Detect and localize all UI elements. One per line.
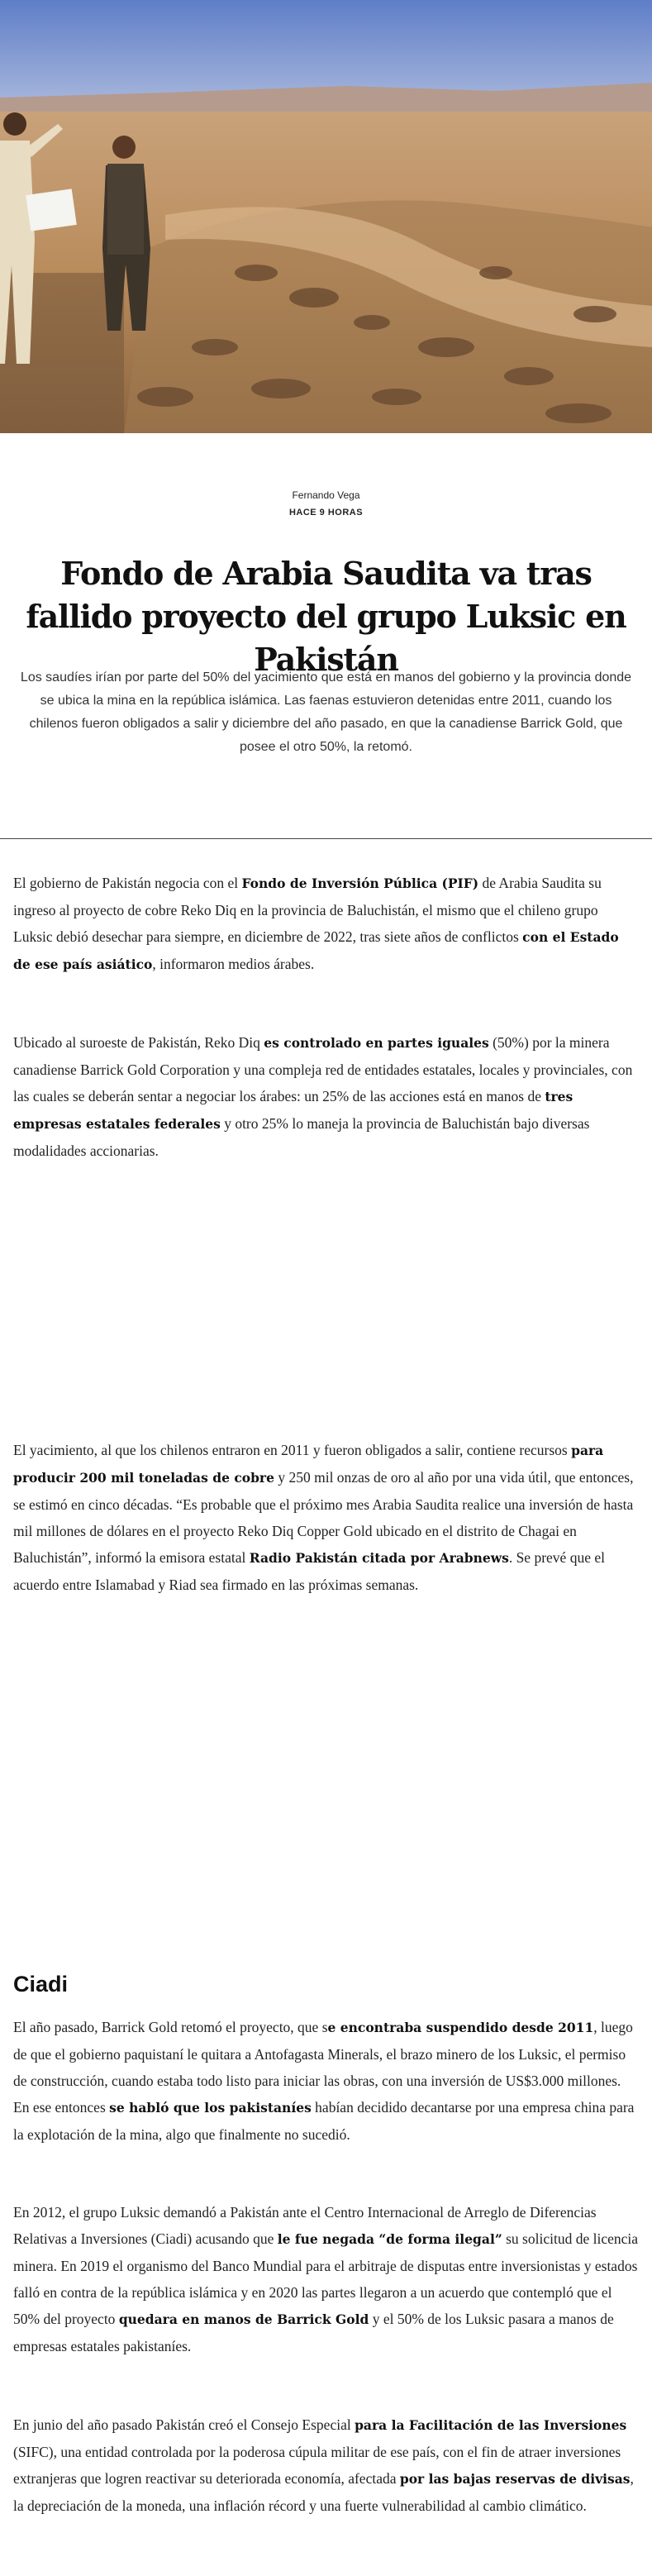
article-paragraph-5 [13, 2199, 638, 2359]
text-run: En junio del año pasado Pakistán creó el Consejo Especial [13, 2416, 355, 2433]
article-paragraph-3 [13, 1437, 638, 1598]
bold-text: Radio Pakistán citada por Arabnews [249, 1550, 509, 1566]
article-headline: Fondo de Arabia Saudita va tras fallido proyecto del grupo Luksic en Pakistán [26, 555, 626, 678]
bold-text: quedara en manos de Barrick Gold [118, 2311, 369, 2327]
article-paragraph-6 [13, 2411, 638, 2519]
article-paragraph-1 [13, 870, 638, 978]
bold-text: para la Facilitación de las Inversiones [355, 2417, 627, 2433]
text-run: (SIFC), una entidad controlada por la poderosa cúpula militar de ese país, con el fin de atraer inversiones extranjeras que logren reactivar su deteriorada economía, afectada [13, 2444, 621, 2487]
text-run: y otro 25% lo maneja la provincia de Baluchistán bajo diversas modalidades accionarias. [13, 1115, 590, 1159]
text-run: , luego de que el gobierno paquistaní le quitara a Antofagasta Minerals, el brazo minero de los Luksic, el permiso de construcción, cuando estaba todo listo para iniciar las obras, con una inversión de US$3.000 millones. En ese entonces [13, 2019, 633, 2116]
bold-text: para producir 200 mil toneladas de cobre [13, 1443, 604, 1486]
text-run: . Se prevé que el acuerdo entre Islamabad y Riad sea firmado en las próximas semanas. [13, 1549, 605, 1593]
bold-text: Fondo de Inversión Pública (PIF) [241, 875, 479, 891]
text-run: , la depreciación de la moneda, una inflación récord y una fuerte vulnerabilidad al cambio climático. [13, 2470, 634, 2514]
bold-text: por las bajas reservas de divisas [399, 2471, 631, 2487]
text-run: El gobierno de Pakistán negocia con el [13, 875, 242, 891]
text-run: En 2012, el grupo Luksic demandó a Pakistán ante el Centro Internacional de Arreglo de Diferencias Relativas a Inversiones (Ciadi) acusando que [13, 2204, 597, 2247]
text-run: de Arabia Saudita su ingreso al proyecto de cobre Reko Diq en la provincia de Baluchistán, el mismo que el chileno grupo Luksic debió desechar para siempre, en diciembre de 2022, tras siete años de conflictos [13, 875, 602, 945]
author-link[interactable]: Fernando Vega [292, 489, 360, 501]
text-run: y el 50% de los Luksic pasara a manos de empresas estatales pakistaníes. [13, 2311, 614, 2354]
hero-photo-illustration [0, 0, 652, 433]
article-deck: Los saudíes irían por parte del 50% del yacimiento que está en manos del gobierno y la provincia donde se ubica la mina en la república islámica. Las faenas estuvieron detenidas entre 2011, cuando los chilenos fueron obligados a salir y diciembre del año pasado, en que la canadiense Barrick Gold, que posee el otro 50%, la retomó. [20, 670, 632, 754]
text-run: El año pasado, Barrick Gold retomó el proyecto, que s [13, 2019, 328, 2035]
text-run: Ubicado al suroeste de Pakistán, Reko Diq [13, 1034, 264, 1051]
text-run: (50%) por la minera canadiense Barrick Gold Corporation y una compleja red de entidades estatales, locales y provinciales, con las cuales se deberán sentar a negociar los árabes: un 25% de las acciones está en manos de [13, 1034, 633, 1104]
text-run: , informaron medios árabes. [152, 956, 315, 972]
bold-text: tres empresas estatales federales [13, 1089, 573, 1132]
bold-text: le fue negada “de forma ilegal” [277, 2231, 502, 2247]
text-run: su solicitud de licencia minera. En 2019 el organismo del Banco Mundial para el arbitraje de disputas entre inversionistas y estados falló en contra de la república islámica y en 2020 las partes llegaron a un acuerdo que contempló que el 50% del proyecto [13, 2230, 639, 2327]
article-meta [0, 486, 652, 521]
text-run: y 250 mil onzas de oro al año por una vida útil, que entonces, se estimó en cinco décadas. “Es probable que el próximo mes Arabia Saudita realice una inversión de hasta mil millones de dólares en el proyecto Reko Diq Copper Gold ubicado en el distrito de Chagai en Baluchistán”, informó la emisora estatal [13, 1469, 634, 1566]
bold-text: e encontraba suspendido desde 2011 [327, 2020, 594, 2035]
text-run: El yacimiento, al que los chilenos entraron en 2011 y fueron obligados a salir, contiene recursos [13, 1442, 572, 1458]
section-heading-ciadi: Ciadi [13, 1972, 69, 1996]
bold-text: es controlado en partes iguales [264, 1035, 489, 1051]
section-divider [0, 838, 652, 839]
bold-text: con el Estado de ese país asiático [13, 929, 619, 972]
bold-text: se habló que los pakistaníes [109, 2100, 312, 2116]
hero-photo [0, 0, 652, 433]
text-run: habían decidido decantarse por una empresa china para la explotación de la mina, algo que finalmente no sucedió. [13, 2099, 635, 2143]
publish-time: HACE 9 HORAS [288, 508, 364, 518]
article-paragraph-2 [13, 1029, 638, 1164]
article-paragraph-4 [13, 2014, 638, 2148]
